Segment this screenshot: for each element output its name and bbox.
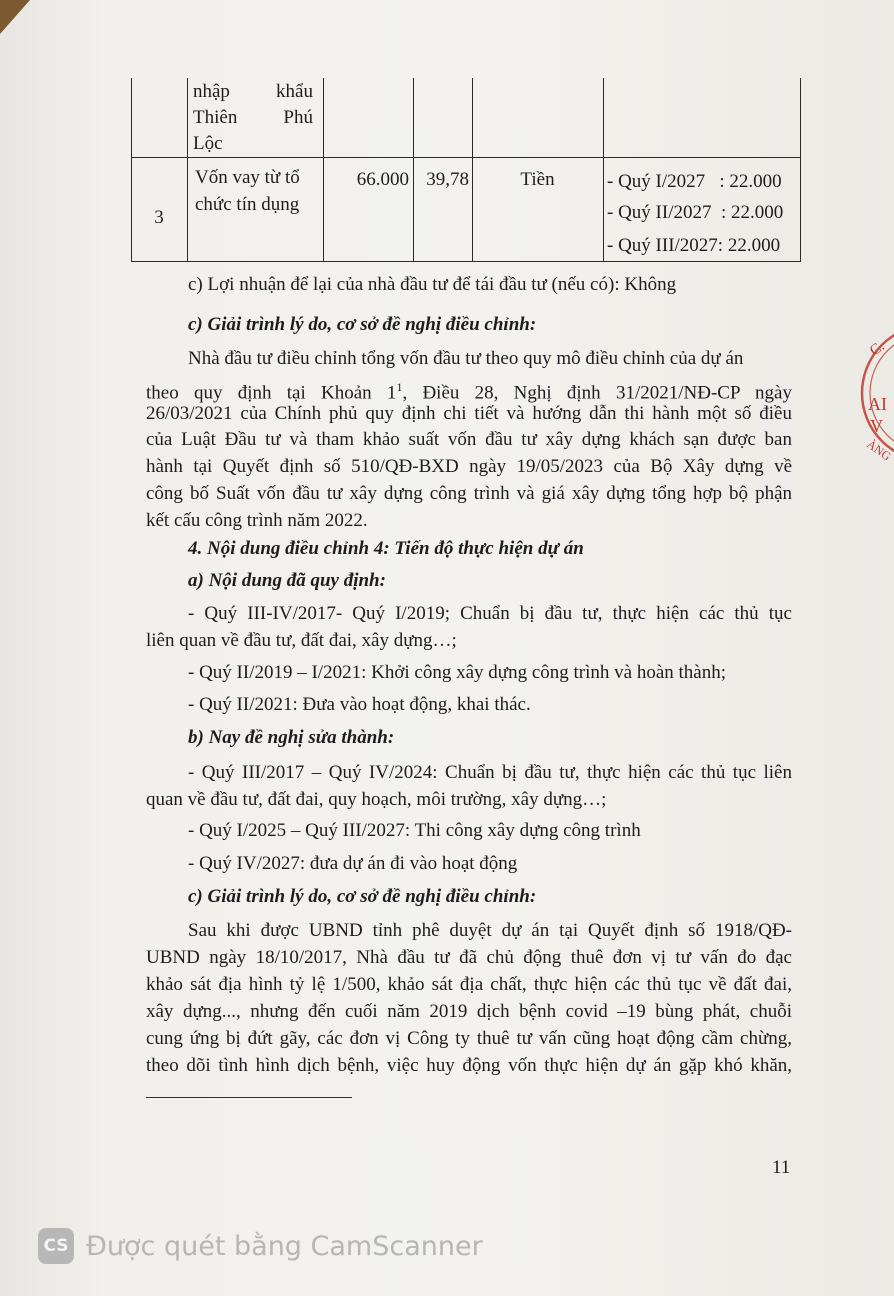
table-border [131, 261, 801, 262]
list-item: - Quý III/2017 – Quý IV/2024: Chuẩn bị đầu tư, thực hiện các thủ tục liên [188, 762, 792, 783]
camscanner-watermark [38, 1226, 483, 1266]
paragraph-line: 26/03/2021 của Chính phủ quy định chi tiết và hướng dẫn thi hành một số điều [146, 403, 792, 424]
list-item: - Quý II/2021: Đưa vào hoạt động, khai thác. [188, 694, 531, 715]
stamp-text: AI [868, 394, 887, 414]
subsection-heading: c) Giải trình lý do, cơ sở đề nghị điều chỉnh: [188, 886, 537, 907]
row-number: 3 [154, 207, 164, 228]
table-border [131, 157, 801, 158]
paragraph-line: khảo sát địa hình tỷ lệ 1/500, khảo sát địa chất, thực hiện các thủ tục về đất đai, [146, 974, 792, 995]
red-stamp-fragment [850, 318, 894, 468]
paragraph-line: của Luật Đầu tư và tham khảo suất vốn đầu tư xây dựng khách sạn được ban [146, 429, 792, 450]
list-item: - Quý IV/2027: đưa dự án đi vào hoạt động [188, 853, 518, 874]
paragraph-line: cung ứng bị đứt gãy, các đơn vị Công ty thuê tư vấn cũng hoạt động cầm chừng, [146, 1028, 792, 1049]
list-item: liên quan về đầu tư, đất đai, xây dựng…; [146, 630, 457, 651]
row-amount: 66.000 [356, 169, 409, 190]
paragraph-line: Sau khi được UBND tỉnh phê duyệt dự án tại Quyết định số 1918/QĐ- [188, 920, 792, 941]
section-heading: 4. Nội dung điều chỉnh 4: Tiến độ thực hiện dự án [188, 538, 584, 559]
paragraph-line: kết cấu công trình năm 2022. [146, 510, 368, 531]
table-border [131, 78, 132, 262]
page-number: 11 [772, 1157, 791, 1178]
list-item: - Quý III-IV/2017- Quý I/2019; Chuẩn bị đầu tư, thực hiện các thủ tục [188, 603, 792, 624]
paragraph-line: theo dõi tình hình dịch bệnh, việc huy động vốn thực hiện dự án gặp khó khăn, [146, 1055, 792, 1076]
row-percent: 39,78 [426, 169, 469, 190]
row-schedule-item: - Quý II/2027 : 22.000 [607, 202, 784, 223]
paragraph-line: Nhà đầu tư điều chỉnh tổng vốn đầu tư theo quy mô điều chỉnh của dự án [188, 348, 744, 369]
table-border [800, 78, 801, 262]
page-corner-fold [0, 0, 30, 34]
paragraph-line: xây dựng..., nhưng đến cuối năm 2019 dịch bệnh covid –19 bùng phát, chuỗi [146, 1001, 792, 1022]
row-name-line: Vốn vay từ tổ [195, 167, 300, 188]
table-border [603, 78, 604, 262]
footnote-separator [146, 1097, 352, 1098]
row-schedule-item: - Quý III/2027: 22.000 [607, 235, 781, 256]
list-item: - Quý II/2019 – I/2021: Khởi công xây dựng công trình và hoàn thành; [188, 662, 727, 683]
paragraph-line: công bố Suất vốn đầu tư xây dựng công trình và giá xây dựng tổng hợp bộ phận [146, 483, 792, 504]
list-item: quan về đầu tư, đất đai, quy hoạch, môi trường, xây dựng…; [146, 789, 607, 810]
row-form: Tiền [520, 169, 555, 190]
list-item: - Quý I/2025 – Quý III/2027: Thi công xây dựng công trình [188, 820, 641, 841]
prev-row-name-line: Lộc [193, 133, 223, 154]
text-segment: , Điều 28, Nghị định 31/2021/NĐ-CP ngày [402, 382, 792, 404]
capital-table [131, 78, 801, 262]
paragraph-line: hành tại Quyết định số 510/QĐ-BXD ngày 19/05/2023 của Bộ Xây dựng về [146, 456, 792, 477]
stamp-text: C. [867, 338, 888, 360]
subsection-heading: b) Nay đề nghị sửa thành: [188, 727, 395, 748]
text-segment: theo quy định tại Khoản 1 [146, 382, 397, 404]
table-border [187, 78, 188, 262]
retained-profit-line: c) Lợi nhuận để lại của nhà đầu tư để tái đầu tư (nếu có): Không [188, 274, 677, 295]
prev-row-name-line: nhập khẩu [193, 81, 313, 102]
section-heading: c) Giải trình lý do, cơ sở đề nghị điều chỉnh: [188, 314, 537, 335]
footnote-marker: 1 [396, 380, 403, 394]
stamp-text: ÀNG [864, 436, 894, 464]
paragraph-line: UBND ngày 18/10/2017, Nhà đầu tư đã chủ động thuê đơn vị tư vấn đo đạc [146, 947, 792, 968]
camscanner-logo-icon: CS [38, 1228, 74, 1264]
stamp-text: V [870, 416, 883, 436]
subsection-heading: a) Nội dung đã quy định: [188, 570, 386, 591]
row-name-line: chức tín dụng [195, 194, 300, 215]
row-schedule-item: - Quý I/2027 : 22.000 [607, 171, 782, 192]
prev-row-name-line: Thiên Phú [193, 107, 313, 128]
watermark-text: Được quét bằng CamScanner [86, 1230, 483, 1262]
